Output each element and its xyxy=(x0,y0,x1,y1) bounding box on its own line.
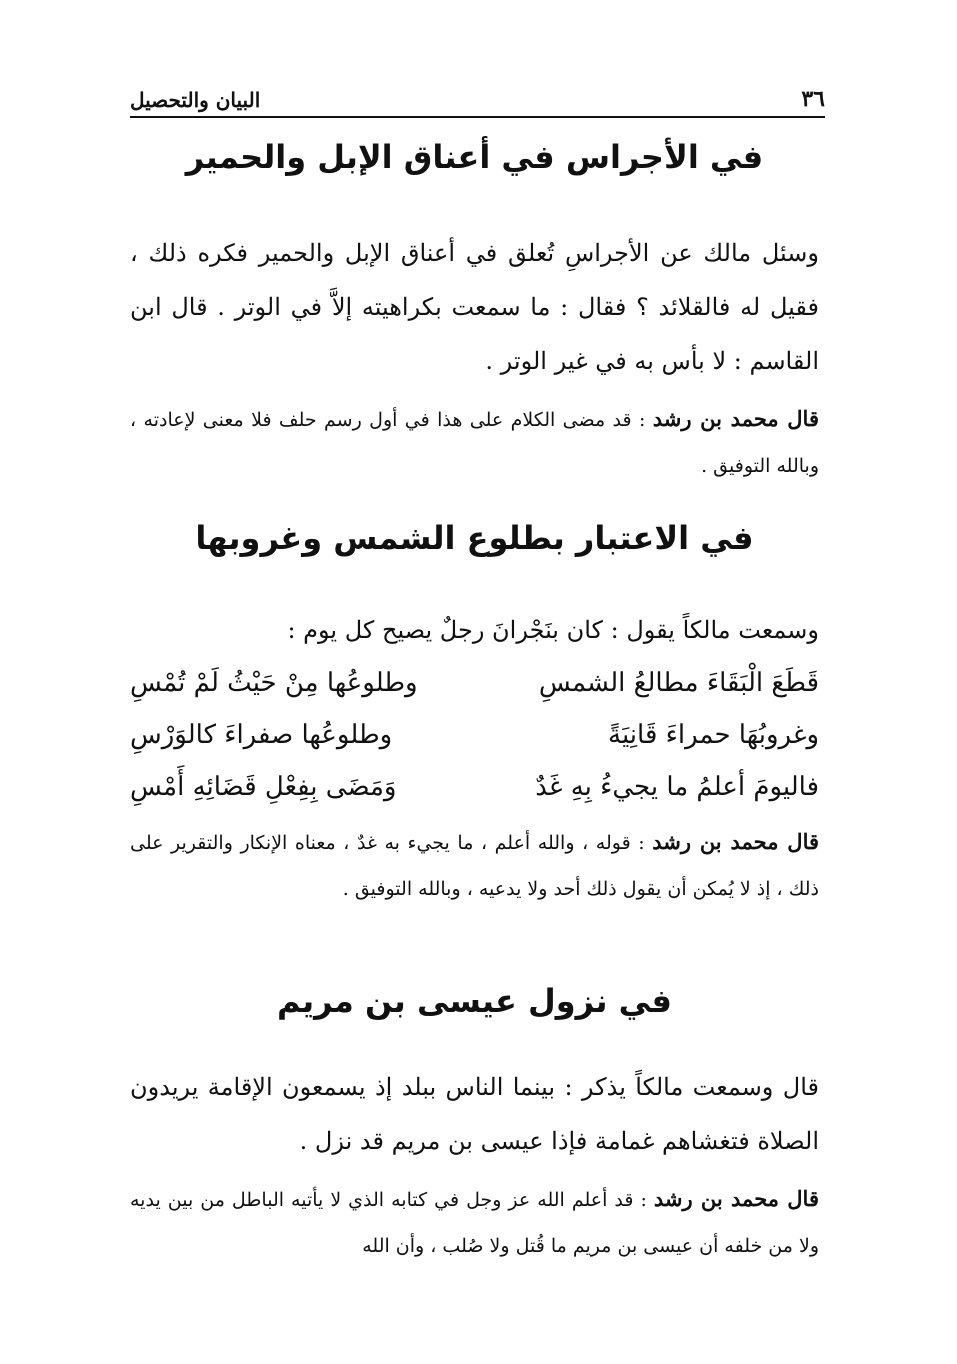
section-paragraph: وسمعت مالكاً يقول : كان بنَجْرانَ رجلٌ يصيح كل يوم : xyxy=(287,616,819,644)
verse-line xyxy=(130,761,819,813)
section-title: في نزول عيسى بن مريم xyxy=(277,982,672,1020)
commentary-speaker: قال محمد بن رشد xyxy=(652,406,819,431)
verse-second-hemistich: وطلوعُها صفراءَ كالوَرْسِ xyxy=(130,720,393,750)
section-paragraph: قال وسمعت مالكاً يذكر : بينما الناس ببلد إذ يسمعون الإقامة يريدون الصلاة فتغشاهم غمامة فإذا عيسى بن مريم قد نزل . xyxy=(130,1073,819,1155)
commentary-speaker: قال محمد بن رشد xyxy=(652,829,820,854)
verse-first-hemistich: وغروبُهَا حمراءَ قَانِيَةً xyxy=(608,720,819,750)
page-header xyxy=(130,80,825,118)
section-paragraph: وسئل مالك عن الأجراسِ تُعلق في أعناق الإبل والحمير فكره ذلك ، فقيل له فالقلائد ؟ فقال : ما سمعت بكراهيته إلاَّ في الوتر . قال ابن القاسم : لا بأس به في غير الوتر . xyxy=(130,239,819,375)
commentary-text: : قوله ، والله أعلم ، ما يجيء به غدٌ ، معناه الإنكار والتقرير على ذلك ، إذ لا يُمكن أن يقول ذلك أحد ولا يدعيه ، وبالله التوفيق . xyxy=(130,832,819,900)
commentary xyxy=(130,1176,819,1269)
commentary xyxy=(130,396,819,489)
verse-first-hemistich: قَطَعَ الْبَقَاءَ مطالعُ الشمسِ xyxy=(538,668,819,698)
poem xyxy=(130,657,819,813)
section-title: في الاعتبار بطلوع الشمس وغروبها xyxy=(195,519,754,557)
commentary xyxy=(130,819,819,912)
section-title: في الأجراس في أعناق الإبل والحمير xyxy=(185,138,764,176)
commentary-text: : قد مضى الكلام على هذا في أول رسم حلف فلا معنى لإعادته ، وبالله التوفيق . xyxy=(130,409,819,477)
verse-second-hemistich: وطلوعُها مِنْ حَيْثُ لَمْ تُمْسِ xyxy=(130,668,418,698)
verse-first-hemistich: فاليومَ أعلمُ ما يجيءُ بِهِ غَدٌ xyxy=(535,772,819,802)
commentary-speaker: قال محمد بن رشد xyxy=(653,1186,819,1211)
verse-line xyxy=(130,709,819,761)
page-number: ٣٦ xyxy=(801,86,825,112)
page-content xyxy=(130,130,819,1269)
commentary-text: : قد أعلم الله عز وجل في كتابه الذي لا يأتيه الباطل من بين يديه ولا من خلفه أن عيسى بن مريم ما قُتل ولا صُلب ، وأن الله xyxy=(130,1189,819,1257)
running-title: البيان والتحصيل xyxy=(130,88,261,112)
verse-second-hemistich: وَمَضَى بِفِعْلِ قَضَائِهِ أَمْسِ xyxy=(130,772,397,802)
verse-line xyxy=(130,657,819,709)
